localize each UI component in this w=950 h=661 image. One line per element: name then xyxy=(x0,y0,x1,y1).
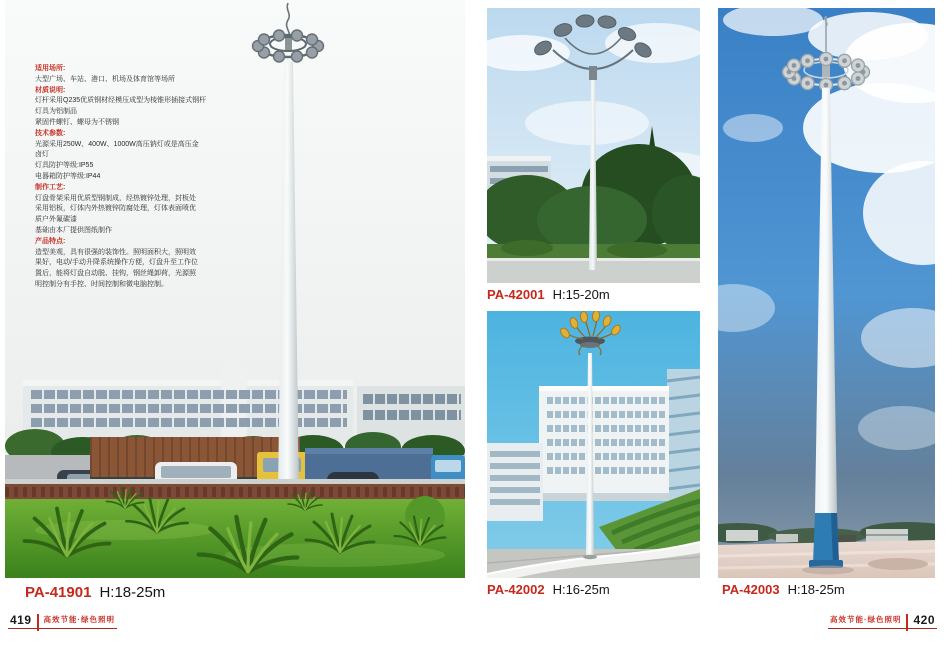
product-code: PA-42002 xyxy=(487,582,545,597)
product-code: PA-42001 xyxy=(487,287,545,302)
info-section-line: 基础由本厂提供图纸制作 xyxy=(35,226,112,234)
info-section-line: 置后，能将灯盘自动脱、挂钩，钢丝绳卸荷，光源照 xyxy=(35,270,196,278)
photo-scene-pa-42001 xyxy=(487,8,700,283)
product-label-pa-41901 xyxy=(25,584,165,601)
footer-slogan: 高效节能·绿色照明 xyxy=(43,615,116,624)
info-section-line: 光源采用250W、400W、1000W高压钠灯或是高压金 xyxy=(35,140,199,148)
product-code: PA-42003 xyxy=(722,582,780,597)
product-label-pa-42001 xyxy=(487,287,610,302)
footer-left xyxy=(8,612,117,629)
footer-slogan: 高效节能·绿色照明 xyxy=(829,615,902,624)
product-info-block xyxy=(35,64,220,291)
info-section-line: 灯具为铝制品 xyxy=(35,108,77,116)
info-section-line: 灯杆采用Q235优质钢材经模压成型为棱锥形插接式钢杆 xyxy=(35,97,207,105)
info-section-line: 灯盘骨架采用优质型钢制成，经热镀锌处理，封板处 xyxy=(35,194,196,202)
photo-scene-pa-42002 xyxy=(487,311,700,578)
product-label-pa-42002 xyxy=(487,582,610,597)
photo-pa-42001 xyxy=(487,8,700,283)
product-height: H:18-25m xyxy=(99,584,166,601)
info-section-line: 电器箱防护等级:IP44 xyxy=(35,172,101,180)
footer-divider xyxy=(906,614,908,631)
footer-divider xyxy=(37,614,39,631)
info-section-line: 造型美观，具有很强的装饰性。照明面积大，照明效 xyxy=(35,248,196,256)
product-label-pa-42003 xyxy=(722,582,845,597)
info-section-line: 大型广场、车站、港口、机场及体育馆等场所 xyxy=(35,75,175,83)
foreground-green xyxy=(5,479,465,578)
info-section-line: 采用铝板，灯体内外热镀锌防腐处理，灯体表面喷优 xyxy=(35,205,196,213)
info-section-line: 明控制分有手控、时间控制和微电脑控制。 xyxy=(35,280,168,288)
product-height: H:15-20m xyxy=(552,287,610,302)
photo-scene-pa-42003 xyxy=(718,8,935,578)
info-section-line: 质户外氟碳漆 xyxy=(35,216,77,224)
footer-right xyxy=(828,612,937,629)
info-section-heading: 技术参数: xyxy=(35,129,66,137)
info-section-line: 卤灯 xyxy=(35,151,49,159)
page-number: 419 xyxy=(10,612,32,627)
info-section-line: 紧固件螺钉、螺母为不锈钢 xyxy=(35,118,119,126)
product-height: H:16-25m xyxy=(552,582,610,597)
info-section-heading: 适用场所: xyxy=(35,65,66,72)
product-height: H:18-25m xyxy=(787,582,845,597)
info-section-heading: 制作工艺: xyxy=(35,183,66,191)
photo-pa-42002 xyxy=(487,311,700,578)
info-section-heading: 材质说明: xyxy=(35,86,66,94)
page-number: 420 xyxy=(913,612,935,627)
info-section-line: 灯具防护等级:IP55 xyxy=(35,162,94,170)
photo-pa-42003 xyxy=(718,8,935,578)
info-section-line: 果好，电动/手动升降系统操作方便，灯盘升至工作位 xyxy=(35,259,198,267)
product-code: PA-41901 xyxy=(25,584,92,601)
info-section-heading: 产品特点: xyxy=(35,237,66,245)
